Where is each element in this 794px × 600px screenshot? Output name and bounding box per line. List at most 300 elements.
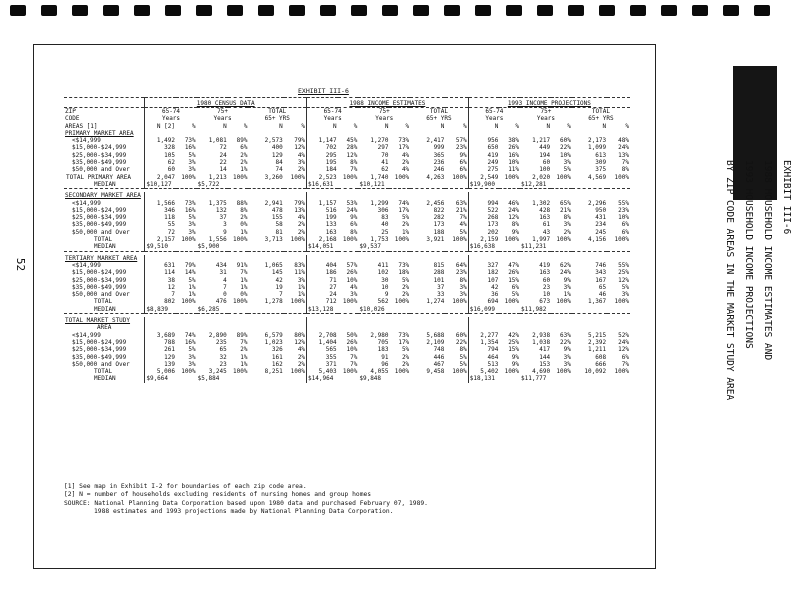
- count-cell: 478: [271, 206, 283, 214]
- median-row: [64, 306, 630, 314]
- percent-cell: 12%: [346, 151, 358, 159]
- percent-cell: 73%: [184, 137, 196, 145]
- binder-hole: [723, 5, 739, 16]
- pct-header: %: [405, 122, 410, 130]
- table-row: [64, 159, 630, 166]
- count-cell: 309: [595, 159, 607, 167]
- income-bracket-label: $15,000-$24,999: [72, 206, 127, 214]
- percent-cell: 1%: [401, 228, 410, 236]
- count-cell: 246: [433, 166, 445, 174]
- percent-cell: 5%: [401, 276, 410, 284]
- percent-cell: 26%: [508, 144, 520, 152]
- pct-header: %: [463, 122, 467, 130]
- income-bracket-label: $35,000-$49,999: [72, 353, 127, 361]
- percent-cell: 3%: [297, 276, 306, 284]
- percent-cell: 8%: [350, 159, 358, 167]
- count-cell: 27: [307, 284, 338, 291]
- count-cell: 71: [307, 277, 338, 284]
- table-row: [64, 269, 630, 276]
- count-cell: 355: [307, 354, 338, 361]
- count-cell: 1,217: [532, 137, 551, 145]
- count-cell: 2,392: [588, 338, 607, 346]
- count-cell: 173: [468, 221, 499, 228]
- count-cell: 107: [468, 277, 499, 284]
- median-value: $12,281: [521, 180, 547, 188]
- section-title-row: [64, 317, 630, 324]
- percent-cell: 7%: [350, 166, 358, 174]
- count-cell: 2,417: [426, 137, 445, 145]
- percent-cell: 10%: [508, 159, 520, 167]
- percent-cell: 13%: [294, 206, 306, 214]
- percent-cell: 0%: [240, 291, 248, 299]
- count-cell: 46: [598, 291, 607, 299]
- section-title: SECONDARY MARKET AREA: [65, 192, 141, 200]
- binder-hole: [289, 5, 305, 16]
- count-cell: 195: [307, 159, 338, 166]
- col-6574-header: Years: [307, 115, 359, 122]
- percent-cell: 3%: [563, 353, 571, 361]
- section-title: TOTAL MARKET STUDY: [65, 317, 131, 325]
- count-cell: 950: [595, 206, 607, 214]
- percent-cell: 79%: [294, 137, 306, 145]
- percent-cell: 1%: [240, 228, 248, 236]
- count-cell: 0: [223, 291, 227, 299]
- binder-hole: [258, 5, 274, 16]
- percent-cell: 28%: [346, 144, 358, 152]
- percent-cell: 5%: [401, 214, 410, 222]
- count-cell: 144: [539, 353, 551, 361]
- col-total-header: 65+ YRS: [588, 115, 614, 123]
- percent-cell: 5%: [563, 166, 571, 174]
- percent-cell: 57%: [455, 137, 467, 145]
- section-title-continued: AREA: [96, 324, 112, 332]
- median-value: $9,664: [145, 375, 197, 382]
- n-header: N [2]: [145, 123, 176, 130]
- count-cell: 184: [307, 166, 338, 173]
- percent-cell: 52%: [618, 331, 629, 339]
- total-percent-cell: 100%: [181, 236, 196, 244]
- percent-cell: 9%: [459, 151, 467, 159]
- table-body: [64, 130, 630, 383]
- count-cell: 1,157: [307, 200, 338, 207]
- total-percent-cell: 100%: [290, 236, 306, 244]
- percent-cell: 26%: [508, 269, 520, 277]
- n-header: N: [384, 122, 389, 130]
- percent-cell: 74%: [398, 199, 410, 207]
- count-cell: 72: [145, 229, 176, 236]
- percent-cell: 79%: [294, 199, 306, 207]
- header-row-1: [64, 108, 630, 116]
- count-cell: 37: [219, 214, 227, 222]
- col-75-header: 75+: [540, 108, 552, 115]
- count-cell: 371: [307, 361, 338, 368]
- percent-cell: 55%: [618, 199, 629, 207]
- percent-cell: 17%: [398, 206, 410, 214]
- group-1988: 1988 INCOME ESTIMATES: [307, 98, 469, 108]
- count-cell: 9: [223, 228, 227, 236]
- count-cell: 162: [271, 360, 283, 368]
- percent-cell: 55%: [618, 261, 629, 269]
- count-cell: 163: [539, 269, 551, 277]
- page-number: 52: [14, 257, 28, 272]
- binder-hole: [568, 5, 584, 16]
- percent-cell: 2%: [563, 228, 571, 236]
- count-cell: 306: [377, 206, 389, 214]
- percent-cell: 53%: [346, 199, 358, 207]
- percent-cell: 4%: [401, 151, 410, 159]
- total-label: TOTAL: [94, 298, 113, 306]
- percent-cell: 12%: [618, 346, 629, 354]
- section-title-row: [64, 130, 630, 137]
- total-count-cell: 562: [377, 298, 389, 306]
- count-cell: 7: [145, 291, 176, 298]
- table-row: [64, 166, 630, 173]
- percent-cell: 6%: [350, 221, 358, 229]
- percent-cell: 7%: [240, 338, 248, 346]
- binder-hole: [661, 5, 677, 16]
- total-percent-cell: 100%: [504, 236, 520, 244]
- count-cell: 748: [433, 346, 445, 354]
- percent-cell: 1%: [188, 283, 196, 291]
- percent-cell: 3%: [563, 221, 571, 229]
- percent-cell: 16%: [184, 144, 196, 152]
- col-75-header: 75+: [217, 108, 228, 115]
- percent-cell: 16%: [184, 338, 196, 346]
- count-cell: 2,890: [208, 331, 227, 339]
- total-count-cell: 694: [468, 298, 499, 305]
- count-cell: 96: [381, 360, 389, 368]
- total-percent-cell: 100%: [452, 368, 467, 376]
- median-value: $6,285: [197, 305, 220, 313]
- percent-cell: 2%: [401, 159, 410, 167]
- percent-cell: 6%: [621, 353, 629, 361]
- count-cell: 431: [595, 214, 607, 222]
- percent-cell: 38%: [508, 137, 520, 145]
- count-cell: 446: [433, 353, 445, 361]
- percent-cell: 0%: [240, 221, 248, 229]
- count-cell: 375: [595, 166, 607, 174]
- percent-cell: 1%: [240, 166, 248, 174]
- percent-cell: 63%: [560, 331, 571, 339]
- percent-cell: 7%: [350, 353, 358, 361]
- total-count-cell: 1,753: [370, 236, 389, 244]
- percent-cell: 22%: [560, 144, 571, 152]
- percent-cell: 23%: [618, 206, 629, 214]
- percent-cell: 5%: [188, 151, 196, 159]
- percent-cell: 22%: [455, 338, 467, 346]
- percent-cell: 24%: [346, 206, 358, 214]
- total-count-cell: 3,245: [208, 368, 227, 376]
- count-cell: 7: [223, 283, 227, 291]
- percent-cell: 5%: [188, 346, 196, 354]
- table-row: [64, 346, 630, 353]
- income-bracket-label: $15,000-$24,999: [72, 338, 127, 346]
- percent-cell: 1%: [563, 291, 571, 299]
- count-cell: 38: [145, 277, 176, 284]
- percent-cell: 2%: [297, 360, 306, 368]
- percent-cell: 9%: [511, 353, 520, 361]
- income-bracket-label: <$14,999: [72, 199, 101, 207]
- count-cell: 282: [433, 214, 445, 222]
- binder-hole: [41, 5, 57, 16]
- col-6574-header: 65-74: [145, 108, 197, 116]
- side-title-line-1: 1988 HOUSEHOLD INCOME ESTIMATES AND: [762, 160, 773, 361]
- percent-cell: 88%: [236, 199, 248, 207]
- median-value: $11,777: [521, 375, 547, 383]
- total-count-cell: 10,092: [584, 368, 607, 376]
- col-6574-header: Years: [145, 115, 197, 122]
- percent-cell: 3%: [350, 291, 358, 299]
- pct-header: %: [192, 122, 196, 130]
- median-value: $14,051: [307, 243, 359, 251]
- median-row: [64, 243, 630, 251]
- median-value: $10,026: [359, 305, 385, 313]
- count-cell: 2,708: [307, 332, 338, 339]
- count-cell: 565: [307, 346, 338, 353]
- count-cell: 19: [275, 283, 283, 291]
- count-cell: 1,299: [370, 199, 389, 207]
- n-header: N: [602, 122, 607, 130]
- total-percent-cell: 100%: [290, 173, 306, 181]
- count-cell: 411: [377, 261, 389, 269]
- percent-cell: 3%: [188, 221, 196, 229]
- percent-cell: 12%: [618, 276, 629, 284]
- count-cell: 268: [468, 214, 499, 221]
- percent-cell: 3%: [188, 166, 196, 174]
- percent-cell: 15%: [508, 276, 520, 284]
- count-cell: 1,404: [307, 339, 338, 346]
- percent-cell: 63%: [455, 199, 467, 207]
- total-count-cell: 3,921: [426, 236, 445, 244]
- percent-cell: 9%: [511, 360, 520, 368]
- percent-cell: 12%: [294, 144, 306, 152]
- binder-hole: [630, 5, 646, 16]
- percent-cell: 1%: [297, 291, 306, 299]
- percent-cell: 21%: [455, 206, 467, 214]
- binder-hole: [692, 5, 708, 16]
- binder-hole: [103, 5, 119, 16]
- total-count-cell: 2,168: [307, 236, 338, 243]
- total-percent-cell: 100%: [342, 236, 358, 244]
- col-6574-header: Years: [468, 115, 520, 122]
- count-cell: 65: [219, 346, 227, 354]
- count-cell: 12: [145, 284, 176, 291]
- percent-cell: 2%: [401, 291, 410, 299]
- percent-cell: 10%: [346, 276, 358, 284]
- total-percent-cell: 100%: [556, 236, 571, 244]
- binder-holes: [0, 2, 777, 24]
- count-cell: 650: [468, 144, 499, 151]
- percent-cell: 8%: [459, 276, 467, 284]
- percent-cell: 7%: [621, 159, 629, 167]
- percent-cell: 73%: [398, 137, 410, 145]
- percent-cell: 4%: [297, 214, 306, 222]
- percent-cell: 60%: [560, 137, 571, 145]
- section-title-row: [64, 255, 630, 262]
- count-cell: 328: [145, 144, 176, 151]
- percent-cell: 2%: [401, 360, 410, 368]
- percent-cell: 79%: [184, 261, 196, 269]
- total-count-cell: 2,159: [468, 236, 499, 243]
- count-cell: 6,579: [264, 331, 283, 339]
- total-count-cell: 1,740: [370, 173, 389, 181]
- income-bracket-label: $35,000-$49,999: [72, 159, 127, 167]
- total-percent-cell: 100%: [504, 298, 520, 306]
- n-header: N: [279, 122, 283, 130]
- income-bracket-label: $50,000 and Over: [72, 360, 130, 368]
- percent-cell: 17%: [398, 144, 410, 152]
- median-value: $16,099: [468, 306, 520, 314]
- count-cell: 1,081: [208, 137, 227, 145]
- percent-cell: 3%: [188, 360, 196, 368]
- table-row: [64, 354, 630, 361]
- count-cell: 183: [377, 346, 389, 354]
- group-1993: 1993 INCOME PROJECTIONS: [468, 98, 630, 108]
- pct-header: %: [567, 122, 571, 130]
- total-count-cell: 4,156: [588, 236, 607, 244]
- percent-cell: 12%: [508, 214, 520, 222]
- total-percent-cell: 100%: [342, 298, 358, 306]
- percent-cell: 5%: [459, 228, 467, 236]
- percent-cell: 48%: [618, 137, 629, 145]
- group-1980: 1980 CENSUS DATA: [145, 98, 307, 108]
- percent-cell: 46%: [508, 199, 520, 207]
- binder-hole: [537, 5, 553, 16]
- percent-cell: 23%: [455, 269, 467, 277]
- percent-cell: 9%: [511, 228, 520, 236]
- income-table: [64, 97, 630, 383]
- count-cell: 346: [145, 207, 176, 214]
- total-count-cell: 4,690: [532, 368, 551, 376]
- median-value: $5,722: [197, 180, 220, 188]
- table-row: [64, 144, 630, 151]
- binder-hole: [196, 5, 212, 16]
- col-total-header: 65+ YRS: [426, 115, 452, 123]
- count-cell: 36: [468, 291, 499, 298]
- percent-cell: 83%: [294, 261, 306, 269]
- total-percent-cell: 100%: [394, 298, 410, 306]
- percent-cell: 91%: [236, 261, 248, 269]
- percent-cell: 73%: [398, 261, 410, 269]
- percent-cell: 4%: [401, 166, 410, 174]
- side-title-line-2: 1993 HOUSEHOLD INCOME PROJECTIONS: [743, 160, 754, 349]
- percent-cell: 21%: [560, 206, 571, 214]
- table-row: [64, 229, 630, 236]
- count-cell: 72: [219, 144, 227, 152]
- col-total-header: TOTAL: [268, 108, 287, 115]
- percent-cell: 4%: [459, 221, 467, 229]
- source-note: SOURCE: National Planning Data Corporation based upon 1980 data and purchased February 07, 1989.: [64, 499, 428, 507]
- total-percent-cell: 100%: [181, 298, 196, 306]
- total-row: [64, 174, 630, 181]
- count-cell: 417: [539, 346, 551, 354]
- total-count-cell: 2,549: [468, 174, 499, 181]
- count-cell: 91: [381, 353, 389, 361]
- count-cell: 194: [539, 151, 551, 159]
- percent-cell: 23%: [455, 144, 467, 152]
- section-title-row: [64, 324, 630, 331]
- count-cell: 2,277: [468, 332, 499, 339]
- percent-cell: 24%: [508, 206, 520, 214]
- section-title: TERTIARY MARKET AREA: [65, 254, 138, 262]
- count-cell: 10: [542, 291, 551, 299]
- count-cell: 118: [145, 214, 176, 221]
- binder-hole: [413, 5, 429, 16]
- count-cell: 102: [377, 269, 389, 277]
- percent-cell: 3%: [563, 283, 571, 291]
- count-cell: 2,109: [426, 338, 445, 346]
- total-percent-cell: 100%: [394, 236, 410, 244]
- median-row: [64, 375, 630, 382]
- total-count-cell: 1,367: [588, 298, 607, 306]
- count-cell: 30: [381, 276, 389, 284]
- median-value: $10,127: [145, 181, 197, 189]
- median-value: $11,982: [521, 305, 547, 313]
- count-cell: 428: [539, 206, 551, 214]
- count-cell: 1,375: [208, 199, 227, 207]
- percent-cell: 26%: [346, 338, 358, 346]
- zip-header: CODE: [65, 115, 80, 123]
- percent-cell: 5%: [459, 360, 467, 368]
- total-percent-cell: 100%: [504, 368, 520, 376]
- count-cell: 199: [307, 214, 338, 221]
- count-cell: 133: [307, 221, 338, 228]
- count-cell: 994: [468, 200, 499, 207]
- count-cell: 822: [433, 206, 445, 214]
- total-percent-cell: 100%: [614, 368, 629, 376]
- percent-cell: 24%: [618, 144, 629, 152]
- total-percent-cell: 100%: [181, 173, 196, 181]
- count-cell: 14: [219, 166, 227, 174]
- median-value: $9,537: [359, 243, 382, 251]
- table-row: [64, 214, 630, 221]
- count-cell: 25: [381, 228, 389, 236]
- total-label: TOTAL PRIMARY AREA: [66, 173, 132, 181]
- count-cell: 2,938: [532, 331, 551, 339]
- percent-cell: 22%: [560, 338, 571, 346]
- median-value: $13,128: [307, 306, 359, 314]
- total-count-cell: 476: [215, 298, 227, 306]
- table-row: [64, 262, 630, 269]
- percent-cell: 2%: [297, 228, 306, 236]
- count-cell: 32: [219, 353, 227, 361]
- median-value: $16,631: [307, 181, 359, 189]
- n-header: N: [440, 122, 445, 130]
- total-count-cell: 4,263: [426, 173, 445, 181]
- count-cell: 114: [145, 269, 176, 276]
- count-cell: 815: [433, 261, 445, 269]
- count-cell: 235: [215, 338, 227, 346]
- count-cell: 326: [271, 346, 283, 354]
- percent-cell: 5%: [188, 276, 196, 284]
- count-cell: 327: [468, 262, 499, 269]
- side-title-line-3: BY ZIP CODE AREAS IN THE MARKET STUDY AREA: [724, 160, 735, 401]
- percent-cell: 3%: [563, 360, 571, 368]
- percent-cell: 64%: [455, 261, 467, 269]
- median-value: $5,884: [197, 375, 220, 383]
- total-count-cell: 2,523: [307, 174, 338, 181]
- header-row-3: [64, 123, 630, 130]
- income-bracket-label: $25,000-$34,999: [72, 214, 127, 222]
- count-cell: 163: [307, 229, 338, 236]
- percent-cell: 1%: [188, 291, 196, 299]
- percent-cell: 11%: [294, 269, 306, 277]
- total-count-cell: 4,055: [370, 368, 389, 376]
- percent-cell: 8%: [563, 214, 571, 222]
- percent-cell: 8%: [621, 166, 629, 174]
- count-cell: 40: [381, 221, 389, 229]
- percent-cell: 5%: [188, 214, 196, 222]
